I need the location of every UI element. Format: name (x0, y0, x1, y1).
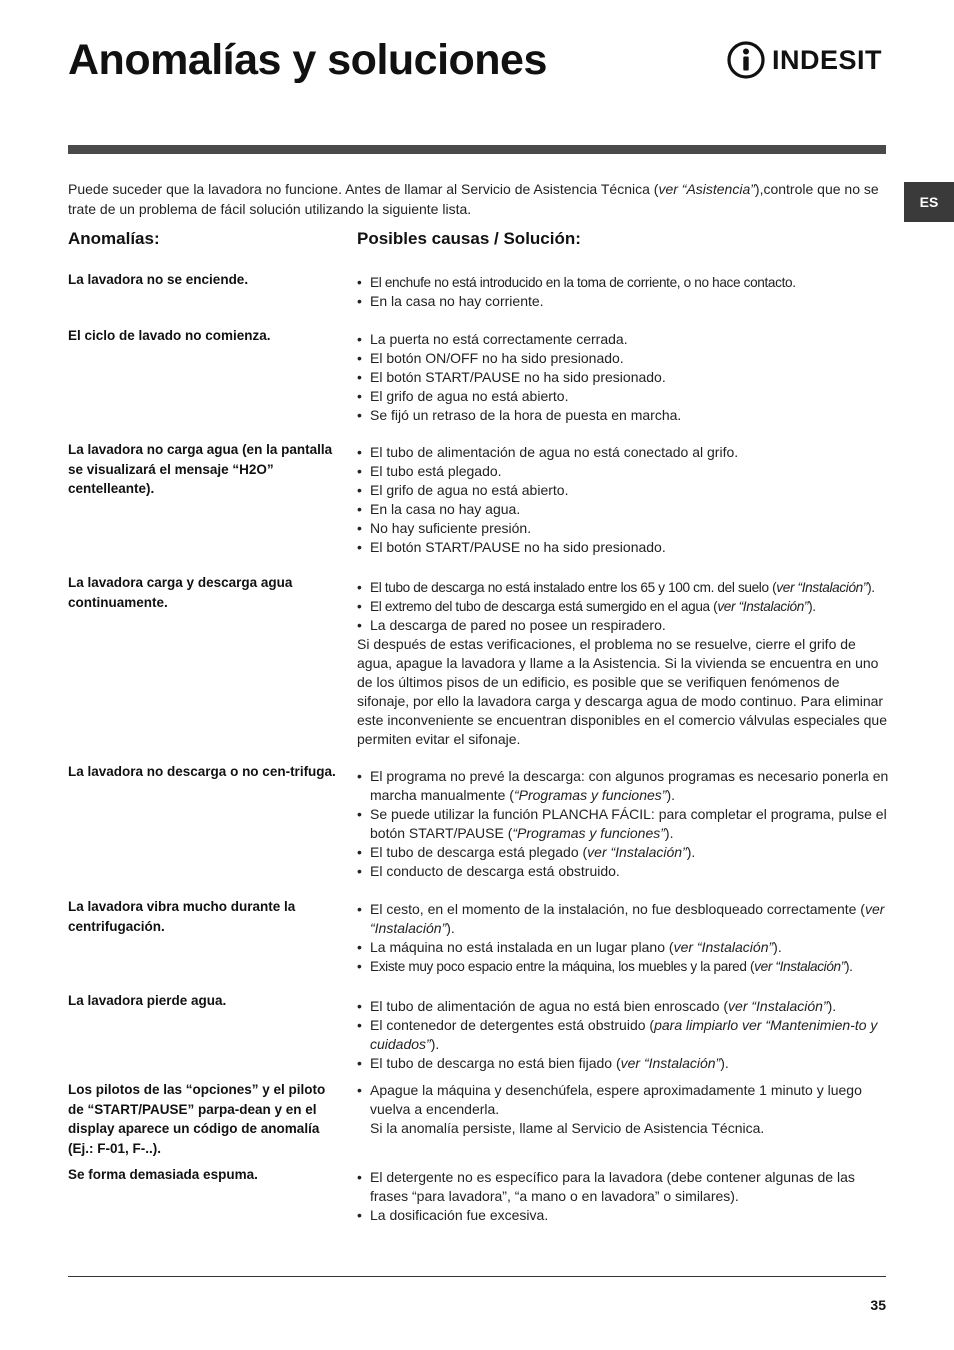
list-item: • El enchufe no está introducido en la toma de corriente, o no hace contacto. (357, 273, 889, 292)
list-item: • El conducto de descarga está obstruido. (357, 862, 889, 881)
list-item: • El cesto, en el momento de la instalación, no fue desbloqueado correctamente (ver “Instalación”). (357, 900, 889, 938)
indesit-i-icon (726, 40, 766, 80)
list-item: • El botón START/PAUSE no ha sido presionado. (357, 368, 889, 387)
intro-reference: ver “Asistencia” (658, 181, 755, 197)
header-rule (68, 145, 886, 154)
anomalies-heading: Anomalías: (68, 229, 160, 248)
solution-list (357, 273, 889, 311)
list-item: • La descarga de pared no posee un respiradero. (357, 616, 889, 635)
list-item: • El tubo de descarga no está instalado entre los 65 y 100 cm. del suelo (ver “Instalación”). (357, 578, 889, 597)
list-item: • El botón ON/OFF no ha sido presionado. (357, 349, 889, 368)
list-item: • El grifo de agua no está abierto. (357, 481, 889, 500)
indesit-logo (726, 40, 882, 80)
page-title: Anomalías y soluciones (68, 36, 547, 84)
anomaly-label: La lavadora no se enciende. (68, 272, 249, 287)
solution-note: Si después de estas verificaciones, el problema no se resuelve, cierre el grifo de agua, apague la lavadora y llame a la Asistencia. Si la vivienda se encuentra en uno de los últimos pisos de un edificio, es posible que se verifiquen fenómenos de sifonaje, por ello la lavadora carga y descarga agua de modo continuo. Para eliminar este inconveniente se encuentran disponibles en el comercio válvulas especiales que permiten evitar el sifonaje. (357, 636, 887, 747)
solution-list (357, 900, 889, 976)
list-item: • El tubo de descarga está plegado (ver “Instalación”). (357, 843, 889, 862)
solutions-heading: Posibles causas / Solución: (357, 229, 581, 248)
solution-list (357, 578, 889, 749)
brand-name: INDESIT (772, 45, 883, 75)
list-item: • En la casa no hay agua. (357, 500, 889, 519)
language-tab: ES (904, 182, 954, 222)
list-item: • El tubo de alimentación de agua no está bien enroscado (ver “Instalación”). (357, 997, 889, 1016)
anomaly-label: La lavadora vibra mucho durante la centrifugación. (68, 899, 296, 934)
list-item: • El tubo de alimentación de agua no está conectado al grifo. (357, 443, 889, 462)
list-item: • Se puede utilizar la función PLANCHA FÁCIL: para completar el programa, pulse el botón START/PAUSE (“Programas y funciones”). (357, 805, 889, 843)
solution-list (357, 330, 889, 425)
anomaly-label: La lavadora pierde agua. (68, 993, 227, 1008)
list-item: • El grifo de agua no está abierto. (357, 387, 889, 406)
solution-list (357, 997, 889, 1073)
list-item: • El tubo está plegado. (357, 462, 889, 481)
solution-list (357, 443, 889, 557)
solution-list (357, 1081, 889, 1138)
list-item: • El detergente no es específico para la lavadora (debe contener algunas de las frases “para lavadora”, “a mano o en lavadora” o similares). (357, 1168, 889, 1206)
list-item: • No hay suficiente presión. (357, 519, 889, 538)
list-item: • La puerta no está correctamente cerrada. (357, 330, 889, 349)
list-item: • El botón START/PAUSE no ha sido presionado. (357, 538, 889, 557)
list-item: • En la casa no hay corriente. (357, 292, 889, 311)
intro-paragraph (68, 179, 888, 219)
list-item: • El extremo del tubo de descarga está sumergido en el agua (ver “Instalación”). (357, 597, 889, 616)
anomaly-label: La lavadora carga y descarga agua continuamente. (68, 575, 293, 610)
anomaly-label: La lavadora no carga agua (en la pantalla se visualizará el mensaje “H2O” centelleante). (68, 442, 333, 496)
list-item: • La dosificación fue excesiva. (357, 1206, 889, 1225)
list-item: • La máquina no está instalada en un lugar plano (ver “Instalación”). (357, 938, 889, 957)
anomaly-label: Los pilotos de las “opciones” y el piloto de “START/PAUSE” parpa-dean y en el display aparece un código de anomalía (Ej.: F-01, F-..). (68, 1082, 326, 1156)
list-item: • El contenedor de detergentes está obstruido (para limpiarlo ver “Mantenimien-to y cuidados”). (357, 1016, 889, 1054)
anomaly-label: Se forma demasiada espuma. (68, 1167, 258, 1182)
footer-rule (68, 1276, 886, 1277)
list-item: • El programa no prevé la descarga: con algunos programas es necesario ponerla en marcha manualmente (“Programas y funciones”). (357, 767, 889, 805)
list-item: • Se fijó un retraso de la hora de puesta en marcha. (357, 406, 889, 425)
list-item: • El tubo de descarga no está bien fijado (ver “Instalación”). (357, 1054, 889, 1073)
list-item: • Existe muy poco espacio entre la máquina, los muebles y la pared (ver “Instalación”). (357, 957, 889, 976)
anomaly-label: El ciclo de lavado no comienza. (68, 328, 271, 343)
solution-note: Si la anomalía persiste, llame al Servicio de Asistencia Técnica. (370, 1120, 765, 1136)
intro-text-end: ),controle que no se trate de un problema de fácil solución utilizando la siguiente lista. (68, 181, 879, 217)
anomaly-label: La lavadora no descarga o no cen-trifuga. (68, 764, 336, 779)
intro-text: Puede suceder que la lavadora no funcione. Antes de llamar al Servicio de Asistencia Técnica ( (68, 181, 659, 197)
page-number: 35 (870, 1297, 886, 1313)
list-item: • Apague la máquina y desenchúfela, espere aproximadamente 1 minuto y luego vuelva a encenderla. (357, 1081, 889, 1119)
solution-list (357, 767, 889, 881)
solution-list (357, 1168, 889, 1225)
